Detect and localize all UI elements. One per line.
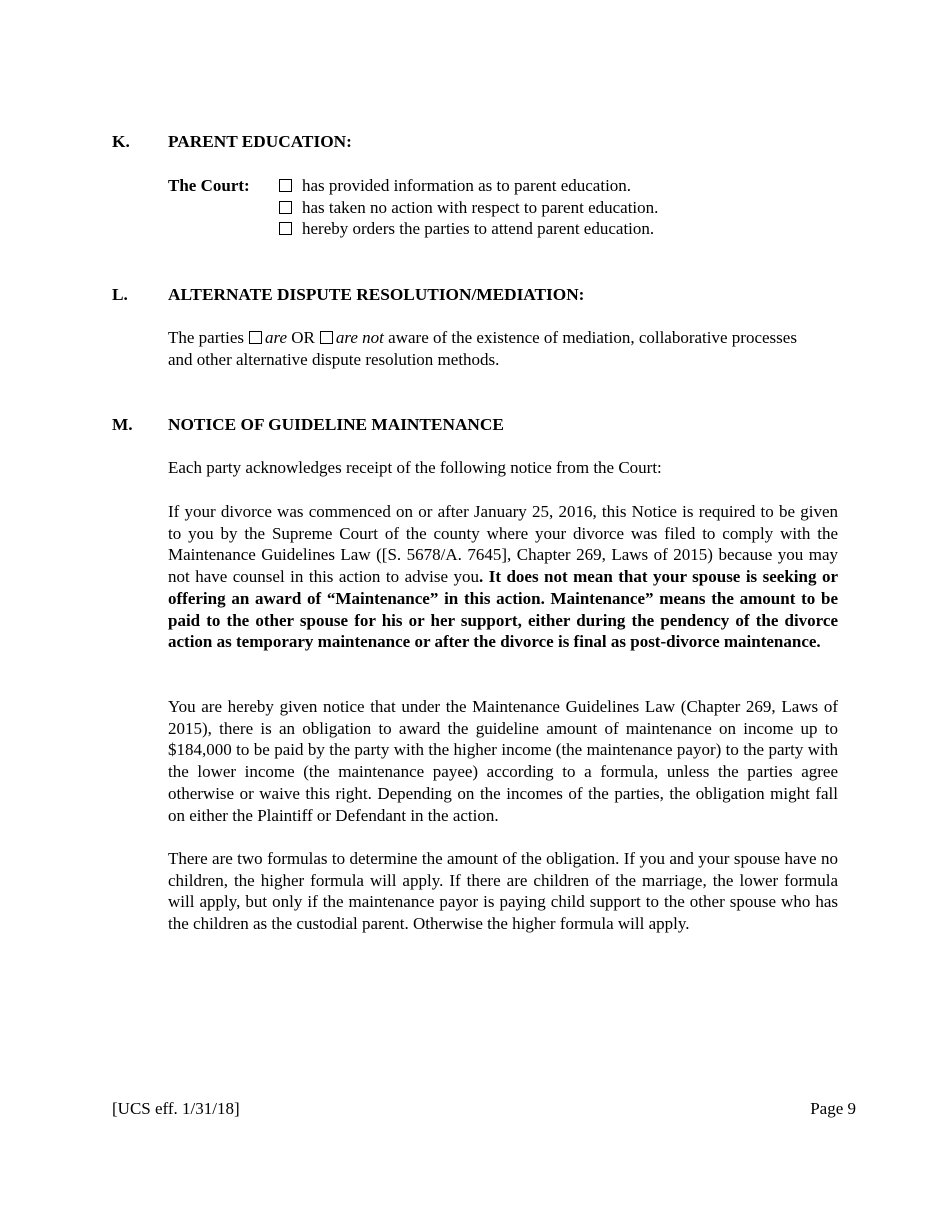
section-k-title: PARENT EDUCATION:: [168, 132, 352, 151]
notice-paragraph-1-bold: . It does not mean that your spouse is seeking or offering an award of “Maintenance” in this action. Maintenance” means the amount to be paid to the other spouse for his or her support, either during the pendency of the divorce action as temporary maintenance or after the divorce is final as post-divorce maintenance.: [168, 567, 838, 652]
court-label: The Court:: [168, 176, 250, 195]
adr-option-are-not: are not: [335, 328, 384, 347]
adr-option-are: are: [265, 328, 288, 347]
adr-text-before: The parties: [168, 328, 244, 347]
checkbox-orders-attend[interactable]: [279, 222, 292, 235]
checkbox-are-aware[interactable]: [249, 331, 262, 344]
parent-education-option-provided: [279, 175, 658, 197]
checkbox-no-action[interactable]: [279, 201, 292, 214]
page-number: Page 9: [810, 1099, 856, 1118]
section-l-heading: [112, 284, 584, 306]
option-no-action-label: has taken no action with respect to parent education.: [302, 197, 659, 217]
section-k-heading: [112, 131, 352, 153]
option-provided-label: has provided information as to parent education.: [302, 176, 632, 195]
section-m-heading: [112, 414, 504, 436]
notice-paragraph-1: [168, 501, 838, 653]
checkbox-are-not-aware[interactable]: [320, 331, 333, 344]
parent-education-option-attend: [279, 218, 658, 240]
notice-paragraph-1-text: If your divorce was commenced on or after January 25, 2016, this Notice is required to be given to you by the Supreme Court of the county where your divorce was filed to comply with the Maintenance Guidelines Law ([S. 5678/A. 7645], Chapter 269, Laws of 2015) because you may not have counsel in this action to advise you: [168, 502, 838, 587]
section-l-title: ALTERNATE DISPUTE RESOLUTION/MEDIATION:: [168, 285, 585, 304]
adr-text-after: aware of the existence of mediation, collaborative processes and other alternative dispute resolution methods.: [168, 328, 797, 369]
parent-education-option-no-action: [279, 197, 658, 219]
form-version-footer: [UCS eff. 1/31/18]: [112, 1099, 240, 1118]
section-m-title: NOTICE OF GUIDELINE MAINTENANCE: [168, 415, 504, 434]
option-attend-label: hereby orders the parties to attend parent education.: [302, 219, 655, 239]
section-l-letter: L.: [112, 285, 128, 304]
adr-paragraph: [168, 327, 808, 370]
parent-education-options: [279, 175, 658, 240]
adr-or: OR: [291, 328, 315, 347]
section-k-letter: K.: [112, 132, 130, 151]
checkbox-provided-information[interactable]: [279, 179, 292, 192]
section-m-letter: M.: [112, 415, 133, 434]
notice-intro: Each party acknowledges receipt of the following notice from the Court:: [168, 458, 662, 477]
notice-paragraph-3: There are two formulas to determine the amount of the obligation. If you and your spouse have no children, the higher formula will apply. If there are children of the marriage, the lower formula will apply, but only if the maintenance payor is paying child support to the other spouse who has the children as the custodial parent. Otherwise the higher formula will apply.: [168, 849, 838, 934]
notice-paragraph-2: You are hereby given notice that under the Maintenance Guidelines Law (Chapter 269, Laws of 2015), there is an obligation to award the guideline amount of maintenance on income up to $184,000 to be paid by the party with the higher income (the maintenance payor) to the party with the lower income (the maintenance payee) according to a formula, unless the parties agree otherwise or waive this right. Depending on the incomes of the parties, the obligation might fall on either the Plaintiff or Defendant in the action.: [168, 697, 838, 825]
